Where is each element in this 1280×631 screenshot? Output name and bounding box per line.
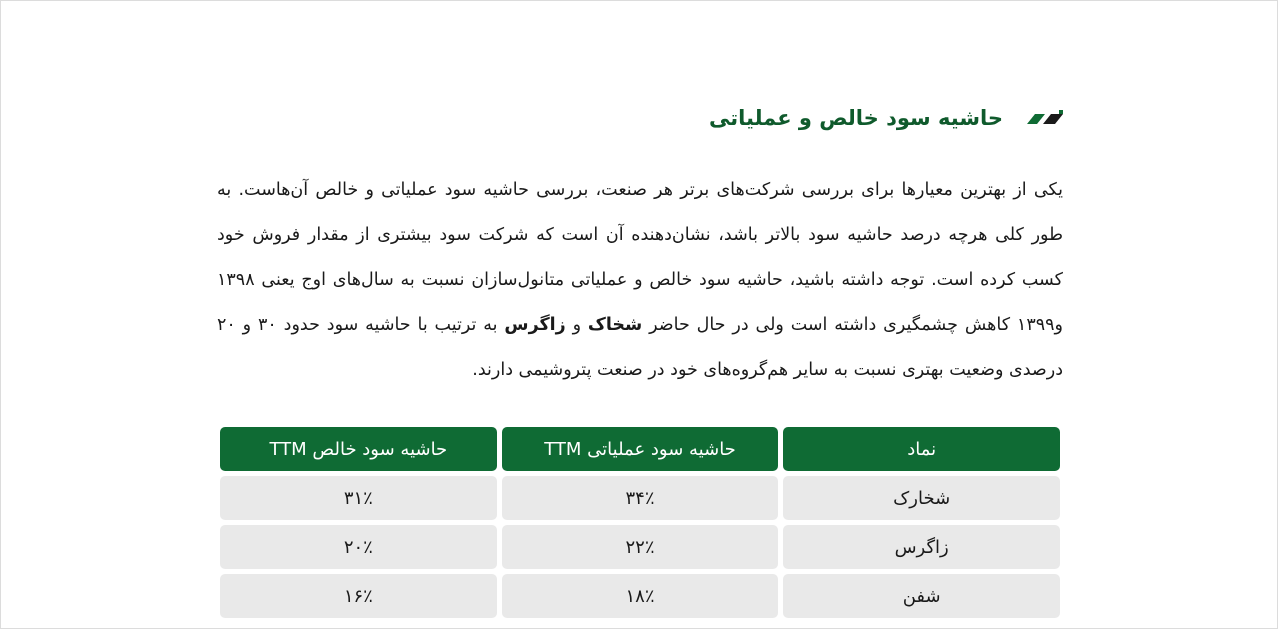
section-heading bbox=[217, 96, 1063, 140]
paragraph-outro: به ترتیب با حاشیه سود حدود ۳۰ و ۲۰ درصدی وضعیت بهتری نسبت به سایر هم‌گروه‌های خود در صنعت پتروشیمی دارند. bbox=[217, 315, 1063, 380]
cell-symbol: شفن bbox=[783, 574, 1060, 618]
header-net-margin: حاشیه سود خالص TTM bbox=[220, 427, 497, 471]
table-row bbox=[220, 525, 1060, 569]
symbol-shekhak: شخاک bbox=[587, 315, 643, 335]
table-row bbox=[220, 574, 1060, 618]
table-row bbox=[220, 476, 1060, 520]
cell-net-margin: ۱۶٪ bbox=[220, 574, 497, 618]
profit-margin-table bbox=[215, 422, 1065, 623]
header-symbol: نماد bbox=[783, 427, 1060, 471]
body-paragraph bbox=[217, 168, 1063, 393]
cell-operating-margin: ۲۲٪ bbox=[502, 525, 779, 569]
cell-operating-margin: ۱۸٪ bbox=[502, 574, 779, 618]
document-page bbox=[217, 96, 1063, 607]
table-header-row bbox=[220, 427, 1060, 471]
cell-symbol: زاگرس bbox=[783, 525, 1060, 569]
header-operating-margin: حاشیه سود عملیاتی TTM bbox=[502, 427, 779, 471]
double-dash-mark-icon bbox=[1015, 108, 1063, 128]
section-title: حاشیه سود خالص و عملیاتی bbox=[708, 106, 1003, 130]
paragraph-and: و bbox=[572, 315, 582, 335]
symbol-zagros: زاگرس bbox=[504, 315, 566, 335]
cell-symbol: شخارک bbox=[783, 476, 1060, 520]
cell-net-margin: ۳۱٪ bbox=[220, 476, 497, 520]
cell-operating-margin: ۳۴٪ bbox=[502, 476, 779, 520]
cell-net-margin: ۲۰٪ bbox=[220, 525, 497, 569]
paragraph-intro: یکی از بهترین معیارها برای بررسی شرکت‌های برتر هر صنعت، بررسی حاشیه سود عملیاتی و خالص آن‌هاست. به طور کلی هرچه درصد حاشیه سود بالاتر باشد، نشان‌دهنده آن است که شرکت سود بیشتری از مقدار فروش خود کسب کرده است. توجه داشته باشید، حاشیه سود خالص و عملیاتی متانول‌سازان نسبت به سال‌های اوج یعنی ۱۳۹۸ و۱۳۹۹ کاهش چشمگیری داشته است ولی در حال حاضر bbox=[217, 180, 1063, 335]
